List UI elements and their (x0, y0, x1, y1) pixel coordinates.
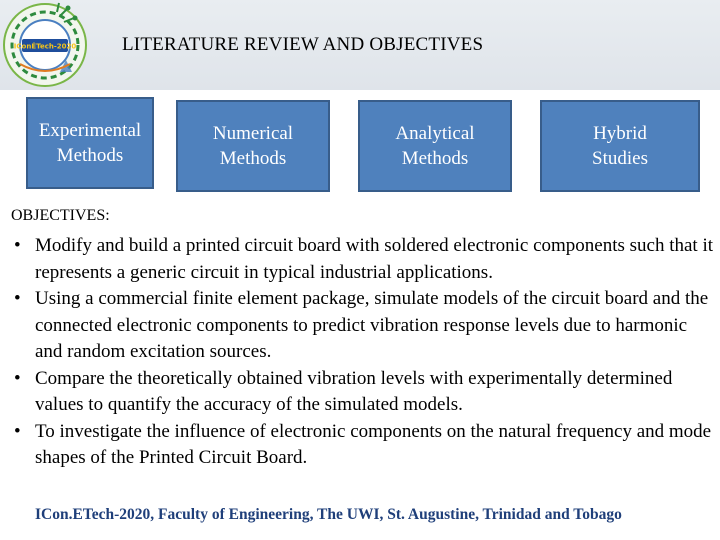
objective-text: Compare the theoretically obtained vibration levels with experimentally determined values to quantify the accuracy of the simulated models. (35, 367, 673, 415)
method-box-line: Analytical (395, 123, 475, 144)
method-box-numerical (176, 100, 330, 192)
objective-text: Modify and build a printed circuit board with soldered electronic components such that it represents a generic circuit in typical industrial applications. (35, 235, 714, 283)
list-item (14, 419, 714, 472)
bullet-icon: • (14, 367, 21, 389)
objectives-list (14, 233, 714, 472)
slide-header (0, 0, 720, 90)
list-item (14, 233, 714, 286)
objective-text: To investigate the influence of electronic components on the natural frequency and mode shapes of the Printed Circuit Board. (35, 420, 712, 468)
list-item (14, 366, 714, 419)
method-box-experimental (26, 97, 154, 189)
conference-logo-icon (2, 2, 88, 88)
page-title: LITERATURE REVIEW AND OBJECTIVES (122, 34, 484, 55)
bullet-icon: • (14, 288, 21, 309)
logo-text: IConÉTech-2020 (13, 42, 77, 51)
footer-text: ICon.ETech-2020, Faculty of Engineering, The UWI, St. Augustine, Trinidad and Tobago (35, 506, 622, 523)
method-box-line: Methods (219, 148, 287, 169)
method-box-line: Experimental (38, 120, 142, 141)
list-item (14, 286, 714, 366)
method-box-analytical (358, 100, 512, 192)
method-box-line: Methods (401, 148, 469, 169)
objectives-heading: OBJECTIVES: (11, 207, 110, 224)
bullet-icon: • (14, 420, 21, 442)
method-box-line: Numerical (212, 123, 294, 144)
method-box-line: Studies (592, 148, 648, 169)
method-box-line: Methods (56, 145, 124, 166)
bullet-icon: • (14, 235, 21, 256)
method-box-line: Hybrid (593, 123, 647, 144)
objective-text: Using a commercial finite element package, simulate models of the circuit board and the connected electronic components to predict vibration response levels due to harmonic and random excitation sources. (35, 288, 709, 362)
method-box-hybrid (540, 100, 700, 192)
